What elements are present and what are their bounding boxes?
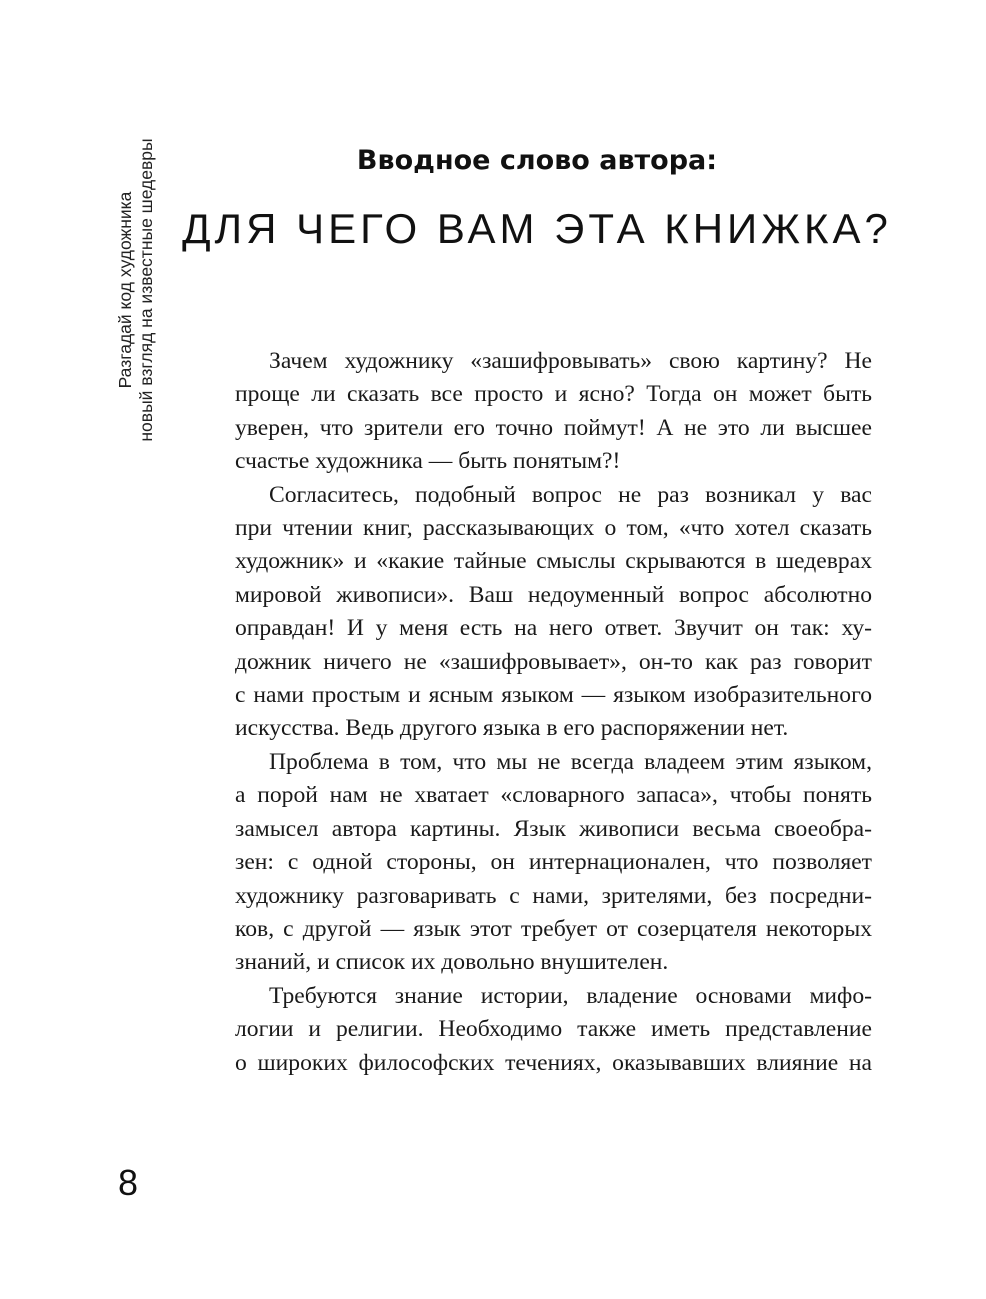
text-line: художнику разговаривать с нами, зрителями, без посредни- bbox=[235, 882, 872, 909]
text-line: дожник ничего не «зашифровывает», он-то как раз говорит bbox=[235, 648, 872, 675]
text-line: ков, с другой — язык этот требует от созерцателя некоторых bbox=[235, 915, 872, 942]
body-text bbox=[235, 345, 872, 1080]
text-line: замысел автора картины. Язык живописи весьма своеобра- bbox=[235, 815, 872, 842]
text-line: счастье художника — быть понятым?! bbox=[235, 448, 621, 475]
text-line: художник» и «какие тайные смыслы скрываются в шедеврах bbox=[235, 548, 872, 575]
text-line: Согласитесь, подобный вопрос не раз возникал у вас bbox=[269, 481, 872, 508]
text-line: с нами простым и ясным языком — языком изобразительного bbox=[235, 682, 872, 709]
text-line: о широких философских течениях, оказывавших влияние на bbox=[235, 1049, 872, 1076]
text-line: оправдан! И у меня есть на него ответ. Звучит он так: ху- bbox=[235, 615, 872, 642]
running-head-subtitle: новый взгляд на известные шедевры bbox=[136, 138, 156, 442]
paragraph-2 bbox=[235, 479, 872, 746]
text-line: а порой нам не хватает «словарного запаса», чтобы понять bbox=[235, 782, 872, 809]
paragraph-3 bbox=[235, 746, 872, 980]
text-line: уверен, что зрители его точно поймут! А не это ли высшее bbox=[235, 414, 872, 441]
text-line: Зачем художнику «зашифровывать» свою картину? Не bbox=[269, 348, 872, 374]
section-heading-bold: Вводное слово автора: bbox=[356, 145, 718, 176]
paragraph-1 bbox=[235, 345, 872, 479]
section-heading-title: ДЛЯ ЧЕГО ВАМ ЭТА КНИЖКА? bbox=[182, 205, 892, 252]
text-line: Проблема в том, что мы не всегда владеем этим языком, bbox=[269, 748, 872, 775]
text-line: проще ли сказать все просто и ясно? Тогда он может быть bbox=[235, 381, 872, 408]
text-line: искусства. Ведь другого языка в его распоряжении нет. bbox=[235, 715, 789, 742]
page-number: 8 bbox=[118, 1162, 139, 1203]
text-line: знаний, и список их довольно внушителен. bbox=[235, 949, 669, 976]
text-line: зен: с одной стороны, он интернационален, что позволяет bbox=[235, 849, 872, 876]
text-line: Требуются знание истории, владение основами мифо- bbox=[269, 982, 872, 1009]
paragraph-4 bbox=[235, 980, 872, 1080]
text-line: мировой живописи». Ваш недоуменный вопрос абсолютно bbox=[235, 581, 872, 608]
running-head bbox=[115, 135, 159, 445]
text-line: при чтении книг, рассказывающих о том, «что хотел сказать bbox=[235, 515, 872, 542]
text-line: логии и религии. Необходимо также иметь представление bbox=[235, 1016, 872, 1043]
running-head-title: Разгадай код художника bbox=[115, 191, 135, 389]
